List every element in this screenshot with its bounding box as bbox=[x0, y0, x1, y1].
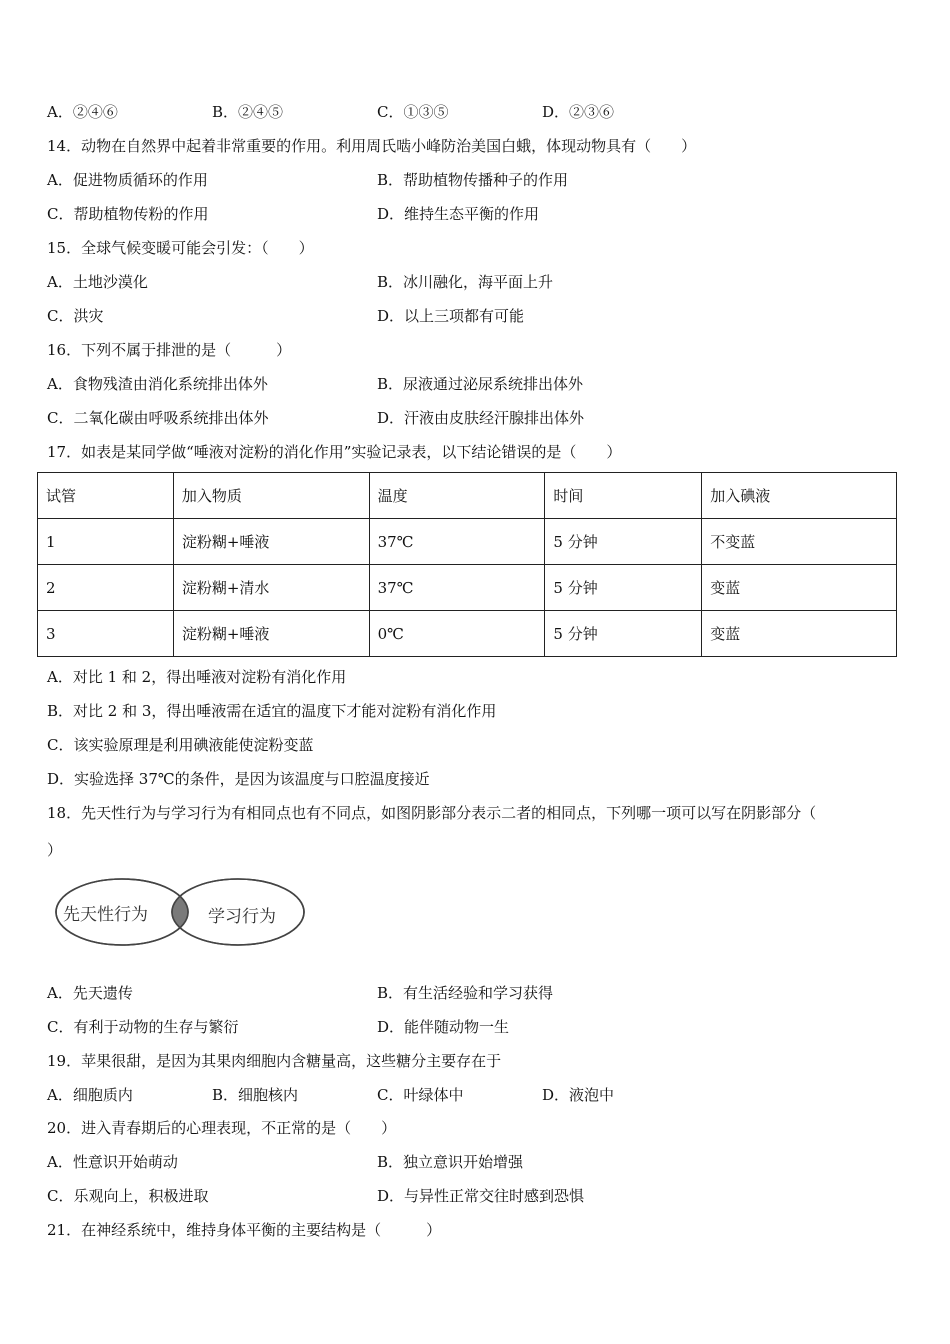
q14-stem: 14．动物在自然界中起着非常重要的作用。利用周氏啮小峰防治美国白蛾，体现动物具有（ ） bbox=[47, 137, 697, 155]
q14-option-b[interactable]: B．帮助植物传播种子的作用 bbox=[377, 171, 569, 189]
table-cell: 2 bbox=[38, 565, 174, 611]
q14-option-a[interactable]: A．促进物质循环的作用 bbox=[47, 171, 208, 189]
q20-option-b[interactable]: B．独立意识开始增强 bbox=[377, 1153, 524, 1171]
q15-option-d[interactable]: D．以上三项都有可能 bbox=[377, 307, 525, 325]
q18-stem-line2: ） bbox=[47, 841, 63, 859]
q19-option-c[interactable]: C．叶绿体中 bbox=[377, 1086, 464, 1104]
q16-option-b[interactable]: B．尿液通过泌尿系统排出体外 bbox=[377, 375, 584, 393]
q13-option-d[interactable]: D．②③⑥ bbox=[542, 103, 615, 121]
table-cell: 1 bbox=[38, 519, 174, 565]
table-header-cell: 温度 bbox=[369, 473, 545, 519]
table-cell: 变蓝 bbox=[702, 611, 897, 657]
q18-option-c[interactable]: C．有利于动物的生存与繁衍 bbox=[47, 1018, 239, 1036]
table-cell: 淀粉糊+清水 bbox=[173, 565, 369, 611]
table-cell: 5 分钟 bbox=[545, 611, 702, 657]
q19-option-a[interactable]: A．细胞质内 bbox=[47, 1086, 133, 1104]
q14-option-d[interactable]: D．维持生态平衡的作用 bbox=[377, 205, 540, 223]
venn-right-label: 学习行为 bbox=[208, 907, 276, 927]
q16-stem: 16．下列不属于排泄的是（ ） bbox=[47, 341, 292, 359]
q17-option-b[interactable]: B．对比 2 和 3，得出唾液需在适宜的温度下才能对淀粉有消化作用 bbox=[47, 702, 497, 720]
q15-option-b[interactable]: B．冰川融化，海平面上升 bbox=[377, 273, 554, 291]
q13-option-b[interactable]: B．②④⑤ bbox=[212, 103, 284, 121]
q18-option-d[interactable]: D．能伴随动物一生 bbox=[377, 1018, 510, 1036]
q19-option-d[interactable]: D．液泡中 bbox=[542, 1086, 615, 1104]
table-cell: 37℃ bbox=[369, 519, 545, 565]
table-row bbox=[38, 565, 897, 611]
q17-stem: 17．如表是某同学做“唾液对淀粉的消化作用”实验记录表，以下结论错误的是（ ） bbox=[47, 443, 622, 461]
table-cell: 淀粉糊+唾液 bbox=[173, 519, 369, 565]
q20-option-c[interactable]: C．乐观向上，积极进取 bbox=[47, 1187, 209, 1205]
q18-option-b[interactable]: B．有生活经验和学习获得 bbox=[377, 984, 554, 1002]
q15-option-a[interactable]: A．土地沙漠化 bbox=[47, 273, 148, 291]
table-cell: 3 bbox=[38, 611, 174, 657]
table-cell: 变蓝 bbox=[702, 565, 897, 611]
q18-option-a[interactable]: A．先天遗传 bbox=[47, 984, 133, 1002]
table-header-cell: 加入物质 bbox=[173, 473, 369, 519]
q16-option-d[interactable]: D．汗液由皮肤经汗腺排出体外 bbox=[377, 409, 585, 427]
table-header-cell: 时间 bbox=[545, 473, 702, 519]
q20-stem: 20．进入青春期后的心理表现，不正常的是（ ） bbox=[47, 1119, 397, 1137]
q17-option-a[interactable]: A．对比 1 和 2，得出唾液对淀粉有消化作用 bbox=[47, 668, 347, 686]
q18-stem-line1: 18．先天性行为与学习行为有相同点也有不同点，如图阴影部分表示二者的相同点，下列哪一项可以写在阴影部分（ bbox=[47, 804, 817, 822]
q21-stem: 21．在神经系统中，维持身体平衡的主要结构是（ ） bbox=[47, 1221, 442, 1239]
q19-option-b[interactable]: B．细胞核内 bbox=[212, 1086, 299, 1104]
table-cell: 0℃ bbox=[369, 611, 545, 657]
q15-stem: 15．全球气候变暖可能会引发：（ ） bbox=[47, 239, 314, 257]
table-header-cell: 加入碘液 bbox=[702, 473, 897, 519]
q17-option-c[interactable]: C．该实验原理是利用碘液能使淀粉变蓝 bbox=[47, 736, 314, 754]
q14-option-c[interactable]: C．帮助植物传粉的作用 bbox=[47, 205, 209, 223]
table-header-row bbox=[38, 473, 897, 519]
table-row bbox=[38, 519, 897, 565]
table-cell: 37℃ bbox=[369, 565, 545, 611]
q19-stem: 19．苹果很甜，是因为其果肉细胞内含糖量高，这些糖分主要存在于 bbox=[47, 1052, 502, 1070]
q16-option-c[interactable]: C．二氧化碳由呼吸系统排出体外 bbox=[47, 409, 269, 427]
table-cell: 淀粉糊+唾液 bbox=[173, 611, 369, 657]
table-row bbox=[38, 611, 897, 657]
table-header-cell: 试管 bbox=[38, 473, 174, 519]
q16-option-a[interactable]: A．食物残渣由消化系统排出体外 bbox=[47, 375, 268, 393]
q13-option-c[interactable]: C．①③⑤ bbox=[377, 103, 449, 121]
table-cell: 5 分钟 bbox=[545, 519, 702, 565]
q15-option-c[interactable]: C．洪灾 bbox=[47, 307, 104, 325]
table-cell: 不变蓝 bbox=[702, 519, 897, 565]
experiment-table bbox=[37, 472, 897, 657]
q13-option-a[interactable]: A．②④⑥ bbox=[47, 103, 118, 121]
q20-option-a[interactable]: A．性意识开始萌动 bbox=[47, 1153, 178, 1171]
q17-option-d[interactable]: D．实验选择 37℃的条件，是因为该温度与口腔温度接近 bbox=[47, 770, 430, 788]
q20-option-d[interactable]: D．与异性正常交往时感到恐惧 bbox=[377, 1187, 585, 1205]
venn-left-label: 先天性行为 bbox=[63, 905, 148, 925]
table-cell: 5 分钟 bbox=[545, 565, 702, 611]
